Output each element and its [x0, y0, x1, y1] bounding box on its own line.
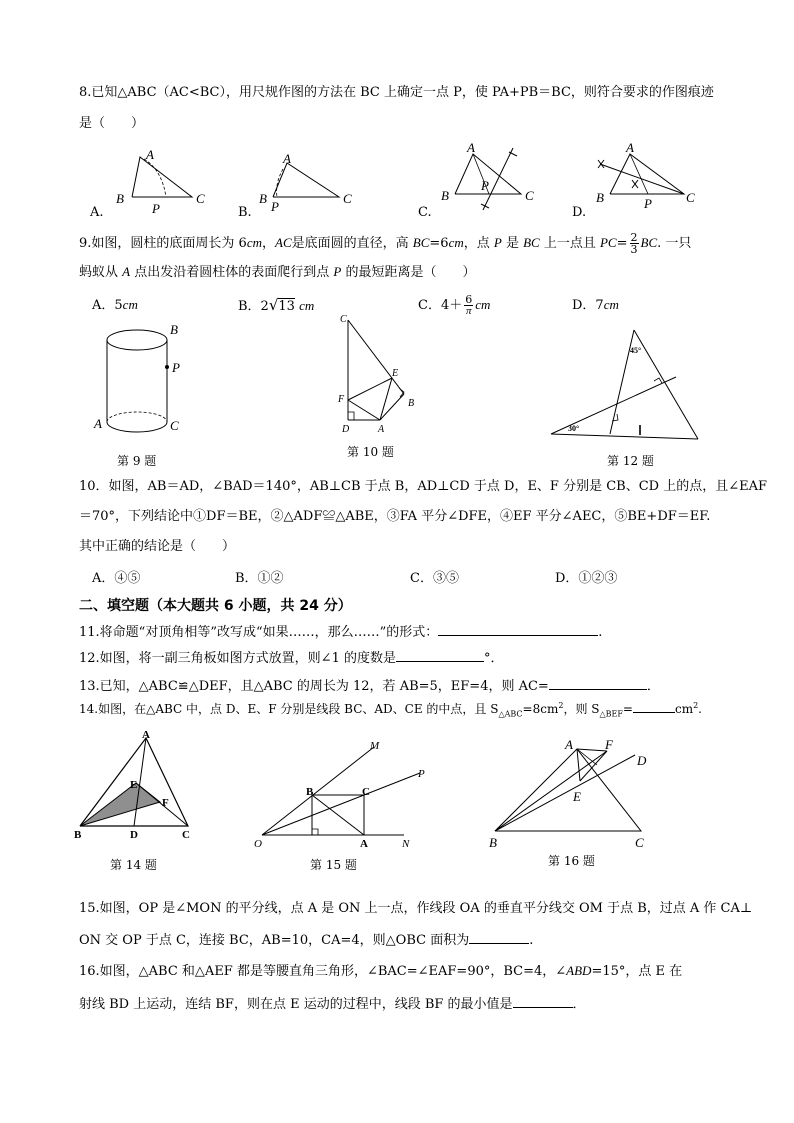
q11-text: 11.将命题“对顶角相等”改写成“如果……，那么……”的形式： . — [79, 622, 602, 642]
svg-text:30°: 30° — [568, 424, 580, 433]
svg-text:N: N — [402, 838, 410, 850]
q8d-label-a: A — [626, 140, 634, 155]
svg-text:45°: 45° — [630, 346, 642, 355]
q8-option-b[interactable]: B. — [238, 205, 252, 220]
q9-line2: 蚂蚁从 A 点出发沿着圆柱体的表面爬行到点 P 的最短距离是（ ） — [79, 264, 476, 280]
svg-text:D: D — [637, 753, 647, 768]
svg-text:C: C — [182, 829, 190, 841]
q10-line2: ＝70°，下列结论中①DF＝BE，②△ADF≌△ABE，③FA 平分∠DFE，④EF 平分∠AEC，⑤BE+DF＝EF. — [79, 509, 711, 524]
svg-text:C: C — [362, 786, 370, 798]
q8a-label-p: P — [152, 201, 160, 216]
svg-text:C: C — [170, 418, 179, 433]
q8-option-d[interactable]: D. — [572, 205, 587, 220]
q9-option-c[interactable]: C．4＋ $\frac{6}{\pi}$ cm — [418, 293, 491, 317]
svg-text:P: P — [172, 360, 180, 375]
svg-text:E: E — [392, 368, 399, 379]
q8a-label-b: B — [116, 191, 124, 206]
q8-option-a[interactable]: A. — [90, 205, 104, 220]
fig16-caption: 第 16 题 — [548, 854, 595, 868]
q8d-label-p: P — [644, 196, 652, 211]
svg-text:A: A — [360, 838, 368, 850]
svg-text:E: E — [573, 789, 581, 804]
svg-text:D: D — [130, 829, 138, 841]
fig12-diagram — [548, 325, 708, 445]
svg-text:F: F — [605, 737, 613, 752]
svg-text:A: A — [565, 737, 573, 752]
q15-answer-blank[interactable] — [469, 930, 529, 944]
svg-text:C: C — [635, 835, 644, 850]
fig10-diagram — [330, 312, 430, 437]
q8d-label-c: C — [686, 190, 695, 205]
fig14-caption: 第 14 题 — [110, 858, 157, 872]
svg-text:B: B — [306, 786, 314, 798]
q12-text: 12.如图，将一副三角板如图方式放置，则∠1 的度数是 °． — [79, 648, 504, 668]
q10-option-a[interactable]: A．④⑤ — [92, 571, 141, 586]
q8b-label-c: C — [343, 191, 352, 206]
svg-text:A: A — [142, 729, 150, 741]
q10-option-b[interactable]: B．①② — [235, 571, 284, 586]
fig16-diagram — [485, 735, 660, 850]
fig15-diagram — [252, 735, 427, 850]
q8c-label-a: A — [467, 140, 475, 155]
fig9-cylinder — [90, 320, 200, 440]
svg-text:A: A — [94, 416, 102, 431]
svg-text:B: B — [170, 322, 178, 337]
q9-line1: 9.如图，圆柱的底面周长为 6cm，AC是底面圆的直径，高 BC=6cm，点 P 是 BC 上一点且 PC= $\frac{2}{3}$ BC. 一只 — [79, 231, 692, 256]
q9-option-d[interactable]: D．7cm — [572, 297, 619, 313]
q16-line2: 射线 BD 上运动，连结 BF，则在点 E 运动的过程中，线段 BF 的最小值是 ． — [79, 994, 586, 1014]
fig9-caption: 第 9 题 — [117, 454, 157, 468]
q8a-label-c: C — [196, 191, 205, 206]
q12-answer-blank[interactable] — [396, 648, 484, 662]
q15-line1: 15.如图，OP 是∠MON 的平分线，点 A 是 ON 上一点，作线段 OA 的垂直平分线交 OM 于点 B，过点 A 作 CA⊥ — [79, 901, 753, 916]
q14-text: 14.如图，在△ABC 中，点 D、E、F 分别是线段 BC、AD、CE 的中点，且 $S_{\triangle ABC}=8cm^2$，则 $S_{\triangle BEF}= cm^2$. — [79, 701, 702, 719]
svg-text:D: D — [342, 424, 350, 435]
svg-text:F: F — [338, 394, 345, 405]
svg-text:P: P — [418, 768, 425, 780]
q16-answer-blank[interactable] — [513, 994, 573, 1008]
q16-line1: 16.如图，△ABC 和△AEF 都是等腰直角三角形，∠BAC=∠EAF=90°，BC=4，∠ABD=15°，点 E 在 — [79, 963, 683, 979]
q15-line2: ON 交 OP 于点 C，连接 BC，AB=10，CA=4，则△OBC 面积为 . — [79, 930, 533, 950]
q8c-label-c: C — [525, 188, 534, 203]
q8d-label-b: B — [596, 190, 604, 205]
q8-figure-d — [592, 140, 707, 215]
q9-fraction: $\frac{2}{3}$ — [630, 231, 638, 256]
svg-text:B: B — [74, 829, 82, 841]
fig14-diagram — [72, 728, 202, 843]
q8b-label-b: B — [259, 191, 267, 206]
q8-figure-c — [437, 140, 547, 215]
svg-text:M: M — [370, 740, 380, 752]
svg-text:A: A — [378, 424, 385, 435]
q8a-label-a: A — [146, 147, 154, 162]
q8b-label-p: P — [271, 199, 279, 214]
q8b-label-a: A — [283, 151, 291, 166]
fig15-caption: 第 15 题 — [310, 858, 357, 872]
q14-answer-blank[interactable] — [633, 699, 675, 713]
q9-option-a[interactable]: A．5cm — [92, 297, 138, 313]
q13-answer-blank[interactable] — [549, 676, 647, 690]
svg-text:E: E — [130, 779, 138, 791]
q11-answer-blank[interactable] — [438, 622, 598, 636]
q8c-label-p: P — [481, 178, 489, 193]
q10-line3: 其中正确的结论是（ ） — [79, 539, 236, 554]
fig10-caption: 第 10 题 — [347, 445, 394, 459]
q10-line1: 10．如图，AB＝AD，∠BAD＝140°，AB⊥CB 于点 B，AD⊥CD 于点 D，E、F 分别是 CB、CD 上的点，且∠EAF — [79, 479, 768, 494]
q8-line1: 8.已知△ABC（AC<BC），用尺规作图的方法在 BC 上确定一点 P，使 PA+PB＝BC，则符合要求的作图痕迹 — [79, 85, 714, 100]
section2-title: 二、填空题（本大题共 6 小题，共 24 分） — [79, 598, 352, 614]
q9-option-b[interactable]: B．2√13 cm — [238, 296, 315, 314]
q8-figure-a — [110, 145, 220, 215]
svg-text:B: B — [408, 398, 415, 409]
q10-option-c[interactable]: C．③⑤ — [410, 571, 459, 586]
q8c-label-b: B — [441, 188, 449, 203]
q8-option-c[interactable]: C. — [418, 205, 432, 220]
svg-text:C: C — [340, 314, 347, 325]
q8-line2: 是（ ） — [79, 116, 145, 131]
fig12-caption: 第 12 题 — [607, 454, 654, 468]
svg-text:O: O — [254, 838, 262, 850]
q10-option-d[interactable]: D．①②③ — [555, 571, 618, 586]
q8-figure-b — [255, 145, 365, 215]
svg-text:F: F — [162, 797, 169, 809]
q13-text: 13.已知，△ABC≌△DEF，且△ABC 的周长为 12，若 AB=5，EF=4，则 AC= ． — [79, 676, 660, 696]
svg-text:B: B — [489, 835, 497, 850]
